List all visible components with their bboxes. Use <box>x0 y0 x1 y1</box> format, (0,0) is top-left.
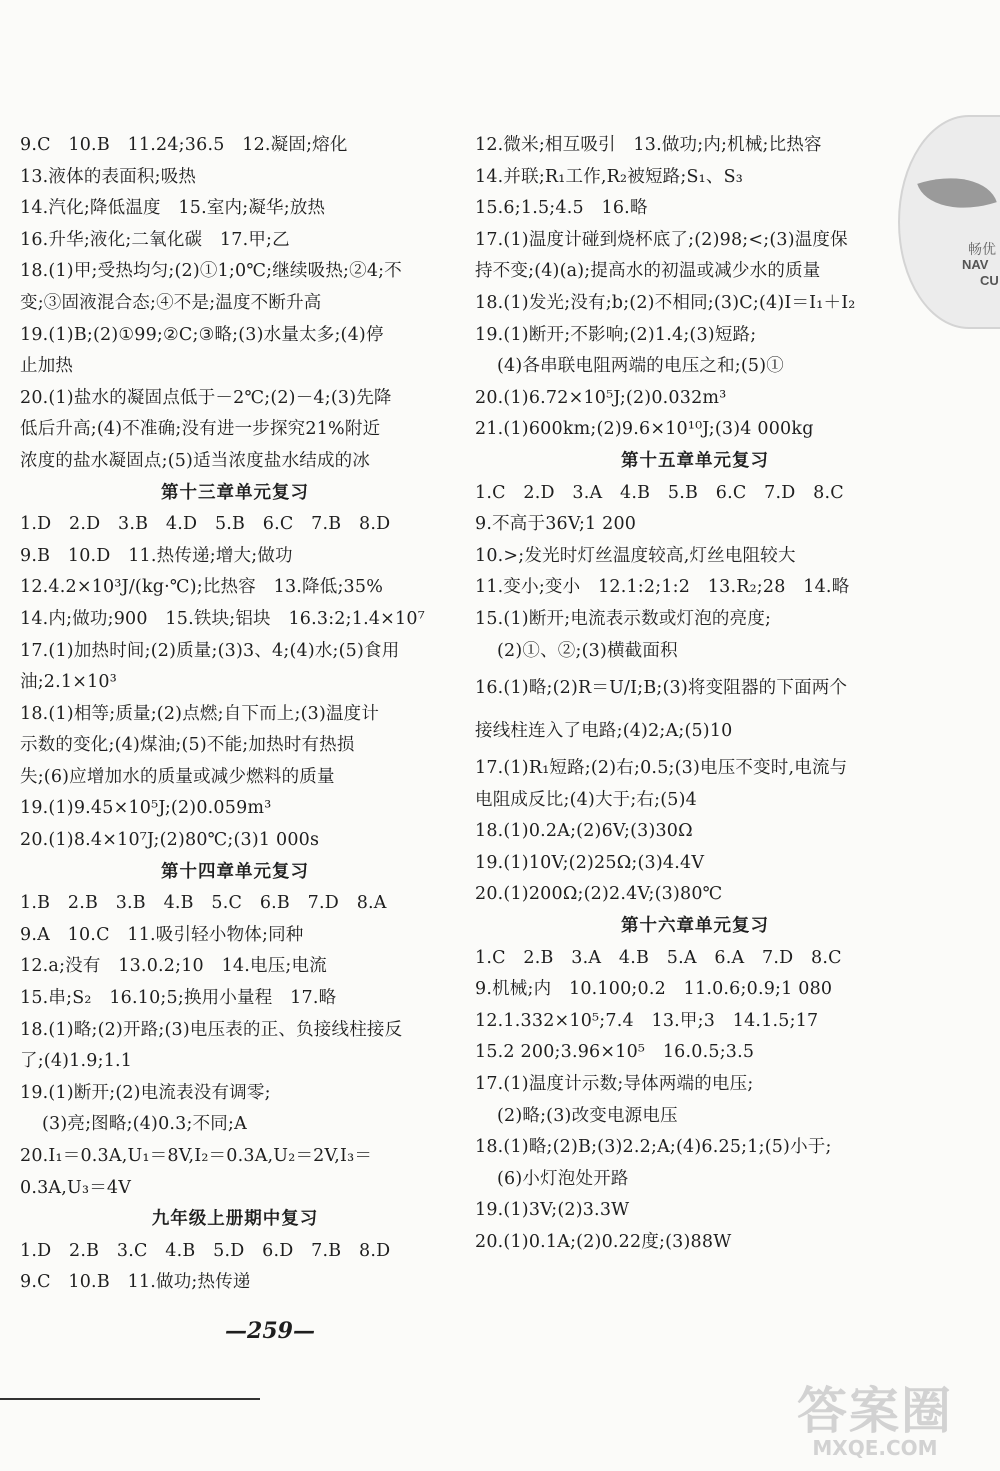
section-heading: 九年级上册期中复习 <box>151 1209 319 1230</box>
answer-line: 15.(1)断开;电流表示数或灯泡的亮度; <box>475 608 772 629</box>
page-number: —259— <box>225 1318 315 1344</box>
answer-line: 9.A 10.C 11.吸引轻小物体;同种 <box>20 924 304 945</box>
answer-line: 19.(1)断开;(2)电流表没有调零; <box>20 1082 271 1103</box>
watermark-url: MXQE.COM <box>812 1436 938 1460</box>
section-heading: 第十四章单元复习 <box>161 861 309 882</box>
answer-line: 13.液体的表面积;吸热 <box>20 166 197 187</box>
answer-line: 止加热 <box>20 356 74 377</box>
answer-line: 0.3A,U₃＝4V <box>20 1177 132 1198</box>
watermark-title: 答案圈 <box>797 1382 953 1440</box>
answer-line: (2)①、②;(3)横截面积 <box>497 640 678 661</box>
answer-line: 20.(1)0.1A;(2)0.22度;(3)88W <box>475 1232 732 1252</box>
answer-line: 1.D 2.B 3.C 4.B 5.D 6.D 7.B 8.D <box>20 1240 391 1261</box>
seal-text-1: 畅优 <box>968 241 996 257</box>
answer-line: 18.(1)0.2A;(2)6V;(3)30Ω <box>475 821 693 842</box>
answer-line: 9.C 10.B 11.24;36.5 12.凝固;熔化 <box>20 135 348 155</box>
leaf-icon <box>917 162 997 224</box>
answer-line: 示数的变化;(4)煤油;(5)不能;加热时有热损 <box>20 735 355 756</box>
answer-line: 15.2 200;3.96×10⁵ 16.0.5;3.5 <box>475 1042 755 1063</box>
answer-line: 19.(1)B;(2)①99;②C;③略;(3)水量太多;(4)停 <box>20 324 384 345</box>
answer-line: 15.串;S₂ 16.10;5;换用小量程 17.略 <box>20 988 337 1009</box>
answer-line: 失;(6)应增加水的质量或减少燃料的质量 <box>20 766 335 787</box>
answer-line: 21.(1)600km;(2)9.6×10¹⁰J;(3)4 000kg <box>475 419 814 440</box>
site-watermark <box>760 1382 990 1465</box>
answer-line: 18.(1)略;(2)开路;(3)电压表的正、负接线柱接反 <box>20 1019 403 1040</box>
bottom-rule <box>0 1398 260 1400</box>
answer-line: 18.(1)甲;受热均匀;(2)①1;0℃;继续吸热;②4;不 <box>20 261 402 282</box>
answer-line: 低后升高;(4)不准确;没有进一步探究21%附近 <box>20 419 381 440</box>
answer-line: 1.C 2.D 3.A 4.B 5.B 6.C 7.D 8.C <box>475 482 844 503</box>
answer-line: 14.并联;R₁工作,R₂被短路;S₁、S₃ <box>475 166 743 187</box>
answer-line: 20.(1)8.4×10⁷J;(2)80℃;(3)1 000s <box>20 830 320 851</box>
answer-line: 1.C 2.B 3.A 4.B 5.A 6.A 7.D 8.C <box>475 947 842 968</box>
answer-line: 17.(1)加热时间;(2)质量;(3)3、4;(4)水;(5)食用 <box>20 640 400 661</box>
answer-line: 了;(4)1.9;1.1 <box>20 1051 133 1072</box>
answer-line: 19.(1)断开;不影响;(2)1.4;(3)短路; <box>475 324 757 345</box>
answer-line: 20.(1)盐水的凝固点低于－2℃;(2)－4;(3)先降 <box>20 387 392 408</box>
answer-line: 14.内;做功;900 15.铁块;铝块 16.3:2;1.4×10⁷ <box>20 608 425 629</box>
answer-line: 变;③固液混合态;④不是;温度不断升高 <box>20 292 322 313</box>
answer-line: 12.1.332×10⁵;7.4 13.甲;3 14.1.5;17 <box>475 1010 819 1031</box>
answer-line: 19.(1)3V;(2)3.3W <box>475 1200 630 1221</box>
answer-line: 20.(1)200Ω;(2)2.4V;(3)80℃ <box>475 884 723 905</box>
answer-line: 9.不高于36V;1 200 <box>475 514 637 535</box>
answer-line: 12.4.2×10³J/(kg·℃);比热容 13.降低;35% <box>20 577 384 598</box>
section-heading: 第十三章单元复习 <box>161 482 309 503</box>
answer-line: 9.机械;内 10.100;0.2 11.0.6;0.9;1 080 <box>475 979 833 1000</box>
right-column <box>475 130 915 1259</box>
answer-line: 19.(1)9.45×10⁵J;(2)0.059m³ <box>20 798 272 819</box>
answer-line: 12.微米;相互吸引 13.做功;内;机械;比热容 <box>475 135 822 155</box>
answer-line: 接线柱连入了电路;(4)2;A;(5)10 <box>475 721 733 742</box>
answer-line: 9.B 10.D 11.热传递;增大;做功 <box>20 545 293 566</box>
answer-line: 电阻成反比;(4)大于;右;(5)4 <box>475 789 697 810</box>
answer-line: 9.C 10.B 11.做功;热传递 <box>20 1272 251 1293</box>
answer-line: 20.(1)6.72×10⁵J;(2)0.032m³ <box>475 387 727 408</box>
answer-line: 16.(1)略;(2)R＝U/I;B;(3)将变阻器的下面两个 <box>475 678 848 699</box>
answer-line: (6)小灯泡处开路 <box>497 1168 629 1189</box>
answer-line: 19.(1)10V;(2)25Ω;(3)4.4V <box>475 852 705 873</box>
answer-line: 20.I₁＝0.3A,U₁＝8V,I₂＝0.3A,U₂＝2V,I₃＝ <box>20 1146 373 1166</box>
answer-line: 10.>;发光时灯丝温度较高,灯丝电阻较大 <box>475 545 796 566</box>
answer-line: 18.(1)发光;没有;b;(2)不相同;(3)C;(4)I＝I₁＋I₂ <box>475 292 856 313</box>
answer-line: (3)亮;图略;(4)0.3;不同;A <box>42 1114 247 1135</box>
answer-line: 15.6;1.5;4.5 16.略 <box>475 198 648 219</box>
answer-line: 16.升华;液化;二氧化碳 17.甲;乙 <box>20 229 290 250</box>
answer-line: 14.汽化;降低温度 15.室内;凝华;放热 <box>20 198 326 219</box>
seal-text-2: NAV <box>962 257 989 272</box>
answer-line: 17.(1)温度计碰到烧杯底了;(2)98;<;(3)温度保 <box>475 229 848 250</box>
section-heading: 第十六章单元复习 <box>621 916 769 937</box>
answer-line: 18.(1)略;(2)B;(3)2.2;A;(4)6.25;1;(5)小于; <box>475 1137 832 1158</box>
answer-line: 持不变;(4)(a);提高水的初温或减少水的质量 <box>475 261 821 282</box>
answer-line: 浓度的盐水凝固点;(5)适当浓度盐水结成的冰 <box>20 450 371 471</box>
answer-line: 1.D 2.D 3.B 4.D 5.B 6.C 7.B 8.D <box>20 514 391 535</box>
answer-line: 12.a;没有 13.0.2;10 14.电压;电流 <box>20 956 327 977</box>
section-heading: 第十五章单元复习 <box>621 450 769 471</box>
answer-line: (2)略;(3)改变电源电压 <box>497 1105 678 1126</box>
answer-line: (4)各串联电阻两端的电压之和;(5)① <box>497 356 784 377</box>
answer-line: 17.(1)温度计示数;导体两端的电压; <box>475 1074 754 1095</box>
seal-text-3: CU <box>980 273 999 288</box>
answer-line: 18.(1)相等;质量;(2)点燃;自下而上;(3)温度计 <box>20 703 380 724</box>
answer-line: 17.(1)R₁短路;(2)右;0.5;(3)电压不变时,电流与 <box>475 758 848 779</box>
left-column <box>20 130 450 1299</box>
answer-line: 1.B 2.B 3.B 4.B 5.C 6.B 7.D 8.A <box>20 893 387 914</box>
answer-line: 油;2.1×10³ <box>20 672 117 693</box>
answer-line: 11.变小;变小 12.1:2;1:2 13.R₂;28 14.略 <box>475 577 850 598</box>
